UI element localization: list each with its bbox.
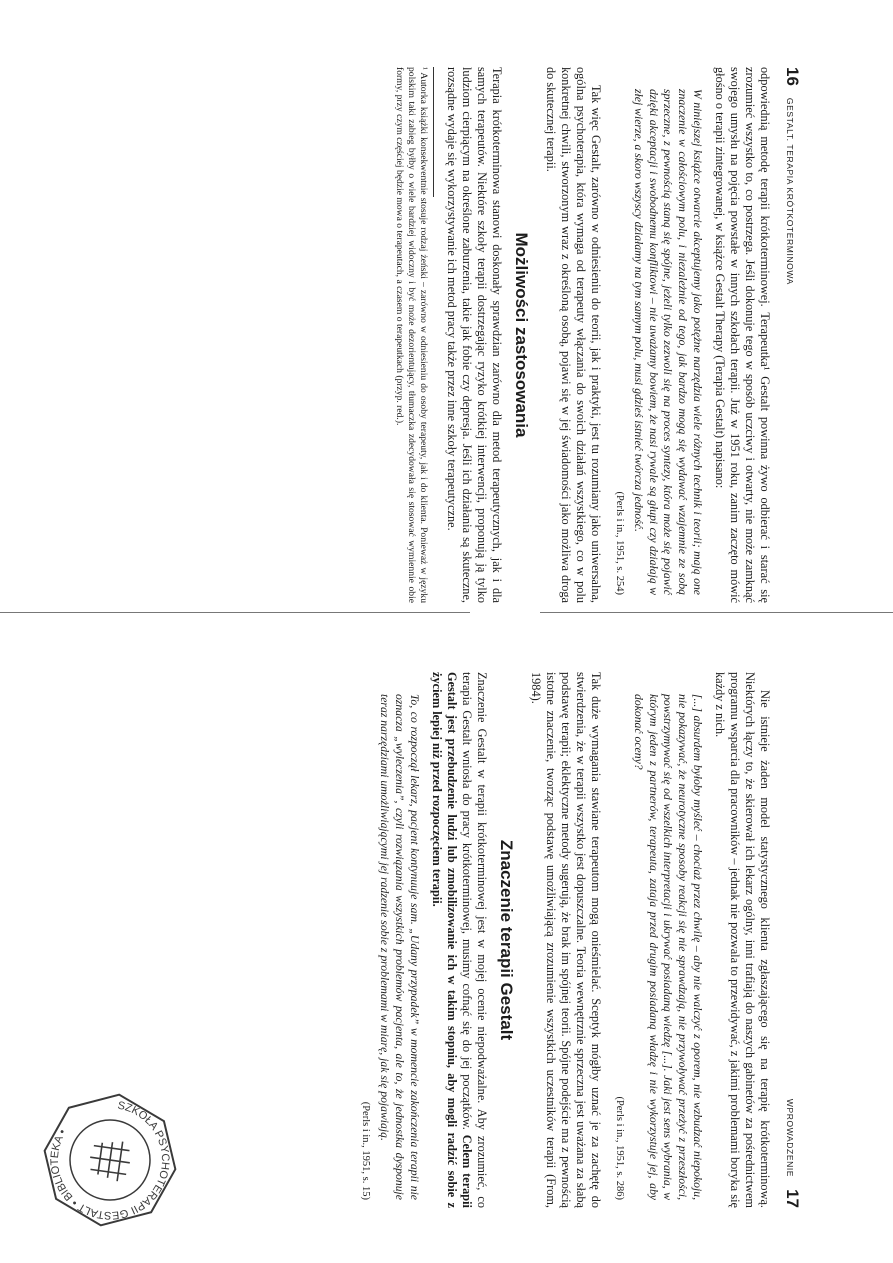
citation: (Perls i in., 1951, s. 254) bbox=[613, 491, 625, 595]
emphasized-text: Celem terapii Gestalt jest przebudzenie ludzi lub zmobilizowanie ich w takim stopniu, aby mogli radzić sobie z życiem lepiej niż przed rozpoczęciem terapii. bbox=[429, 672, 474, 1208]
section-heading: Znaczenie terapii Gestalt bbox=[497, 839, 516, 1041]
citation: (Perls i in., 1951, s. 15) bbox=[359, 1101, 371, 1200]
page-number: 16 bbox=[783, 67, 802, 86]
page-16 bbox=[10, 55, 800, 615]
paragraph: Tak więc Gestalt, zarówno w odniesieniu do teorii, jak i praktyki, jest tu rozumiany jako uniwersalna, ogólna psychoterapia, która wymaga od terapeuty włączania do swoich działań wszystkiego, co w polu konkretnej chwili, stworzonym wraz z określoną osobą, pojawi się w jej świadomości jako możliwa droga do skutecznej terapii. bbox=[544, 67, 604, 603]
running-title: WPROWADZENIE bbox=[785, 1098, 795, 1178]
paragraph: odpowiednią metodę terapii krótkoterminowej. Terapeutka¹ Gestalt powinna żywo odbierać i starać się zrozumieć wszystko to, co postrzega. Jeśli dokonuje tego w sposób uczciwy i otwarty, nie może zamknąć swojego umysłu na pojęcia powstałe w innych szkołach terapii. Już w 1951 roku, zanim zaczęto mówić głośno o terapii zintegrowanej, w książce Gestalt Therapy (Terapia Gestalt) napisano: bbox=[712, 67, 772, 603]
stamp-text: SZKOŁA PSYCHOTERAPII GESTALT • BIBLIOTEKA • bbox=[48, 1099, 172, 1222]
running-title: GESTALT. TERAPIA KRÓTKOTERMINOWA bbox=[785, 97, 795, 285]
paragraph bbox=[429, 672, 489, 1208]
running-head-16 bbox=[782, 67, 800, 603]
block-quote: To, co rozpoczął lekarz, pacjent kontynuuje sam. „Udany przypadek” w momencie zakończenia terapii nie oznacza „wyleczenia”, czyli rozwiązania wszystkich problemów pacjenta, ale to, że jednostka dysponuje teraz narzędziami umożliwiającymi jej radzenie sobie z problemami w miarę, jak się pojawiają. bbox=[378, 694, 421, 1200]
paragraph: Terapia krótkoterminowa stanowi doskonały sprawdzian zarówno dla metod terapeutycznych, jak i dla samych terapeutów. Niektóre szkoły terapii dostrzegając ryzyko krótkiej interwencji, proponują ją tylko ludziom cierpiącym na określone zaburzenia, takie jak fobie czy depresja. Jeśli ich działania są skuteczne, rozsądne wydaje się wykorzystywanie ich metod pracy także przez inne szkoły terapeutyczne. bbox=[444, 67, 504, 603]
paragraph: Tak duże wymagania stawiane terapeutom mogą onieśmielać. Sceptyk mógłby uznać je za zachętę do stwierdzenia, że w terapii wszystko jest dopuszczalne. Teoria wewnętrznie sprzeczna jest uważana za słabą podstawę terapii; eklektyczne metody sugerują, że brak im spójnej teorii. Spójne podejście ma z pewnością istotne znaczenie, tworząc podstawę umożliwiającą zrozumienie wszystkich uczestników terapii (From, 1984). bbox=[529, 672, 604, 1208]
stamp-emblem bbox=[87, 1137, 132, 1182]
page-number: 17 bbox=[783, 1189, 802, 1208]
paragraph: Nie istnieje żaden model statystycznego klienta zgłaszającego się na terapię krótkoterminową. Niektórych łączy to, że skierował ich lekarz ogólny, inni trafiają do naszych gabinetów za pośrednictwem programu wsparcia dla pracowników – jednak nie pozwala to przewidywać, z jakimi problemami boryka się każdy z nich. bbox=[712, 672, 772, 1208]
citation: (Perls i in., 1951, s. 286) bbox=[613, 1096, 625, 1200]
paragraph-text: Znaczenie Gestalt w terapii krótkoterminowej jest w mojej ocenie niepodważalne. Aby zrozumieć, co terapia Gestalt wniosła do pracy krótkoterminowej, musimy cofnąć się do jej początków. bbox=[459, 672, 489, 1208]
footnote: ¹ Autorka książki konsekwentnie stosuje rodzaj żeński – zarówno w odniesieniu do osoby terapeuty, jak i do klienta. Ponieważ w języku polskim taki zabieg byłby o wiele bardziej widoczny i być może dezorientujący, tłumaczka zdecydowała się stosować wymiennie obie formy, przy czym częściej będzie mowa o terapeutach, a czasem o terapeutkach (przyp. red.). bbox=[393, 67, 429, 603]
block-quote: W niniejszej książce otwarcie akceptujemy jako potężne narzędzia wiele różnych technik i teorii; mają one znaczenie w całościowym polu, i niezależnie od tego, jak bardzo mogą się wydawać wzajemnie ze sobą sprzeczne, z pewnością staną się spójne, jeżeli tylko zezwoli się na proces syntezy, która może się pojawić dzięki akceptacji i swobodnemu konfliktowi – nie uważamy bowiem, że nasi rywale są głupi czy działają w złej wierze, a skoro wszyscy działamy na tym samym polu, musi gdzieś istnieć twórcza jedność. bbox=[632, 89, 704, 595]
block-quote: [...] absurdem byłoby myśleć – chociaż przez chwilę – aby nie walczyć z oporem, nie wzbudzać niepokoju, nie pokazywać, że neurotyczne sposoby reakcji się nie sprawdzają, nie przywoływać przeżyć z przeszłości, powstrzymywać się od wszelkich interpretacji i ukrywać posiadaną wiedzę [...]. Jaki jest sens wybrania, w którym jeden z partnerów, terapeuta, zataja przed drugim posiadaną władzę i nie wykorzystuje jej, aby dokonać oceny? bbox=[632, 694, 704, 1200]
footnote-rule bbox=[433, 67, 434, 197]
running-head-17 bbox=[782, 672, 800, 1208]
library-stamp bbox=[31, 1081, 189, 1239]
section-heading: Możliwości zastosowania bbox=[512, 232, 532, 438]
